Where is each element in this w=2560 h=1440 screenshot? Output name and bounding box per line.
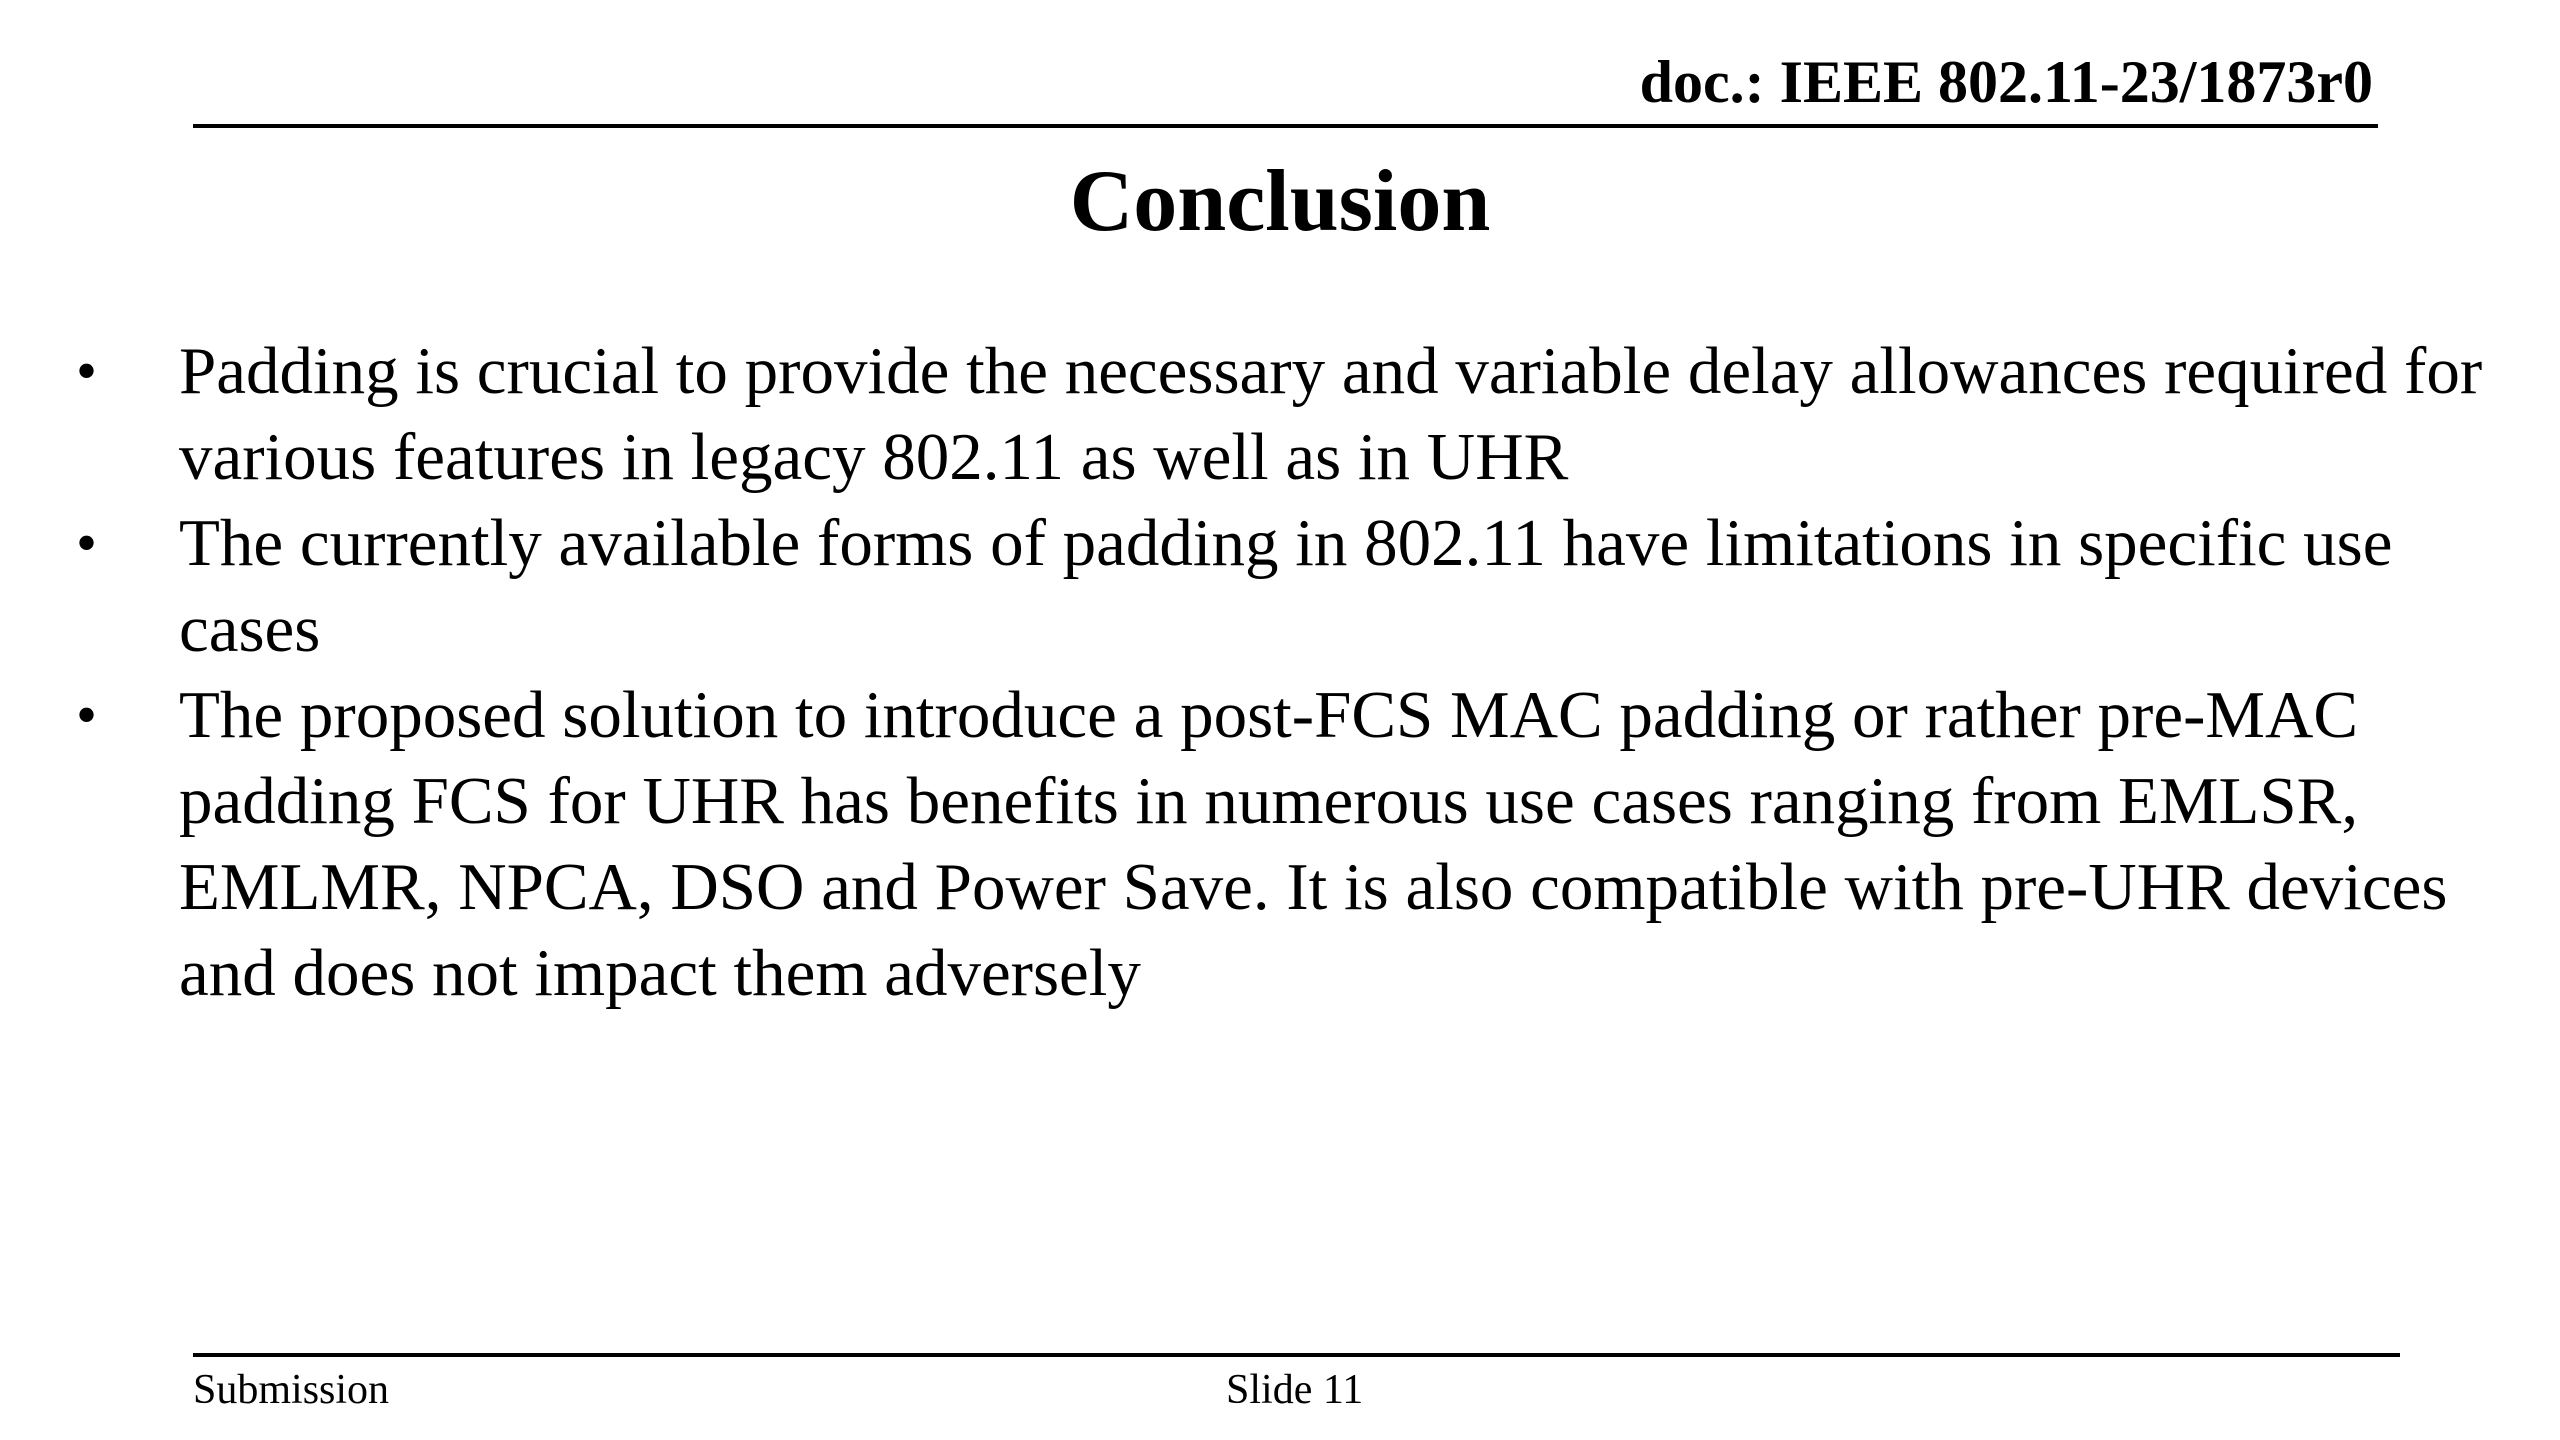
document-id: doc.: IEEE 802.11-23/1873r0	[1639, 49, 2373, 115]
footer-slide-number: Slide 11	[1226, 1367, 1364, 1413]
bullet-text: The currently available forms of padding in 802.11 have limitations in specific use cases	[179, 506, 2393, 666]
bullet-icon: •	[76, 510, 98, 576]
bullet-item	[70, 672, 2530, 1016]
bullet-icon: •	[76, 338, 98, 404]
bullet-item	[70, 328, 2530, 500]
bullet-text: Padding is crucial to provide the necessary and variable delay allowances required for various features in legacy 802.11 as well as in UHR	[179, 334, 2483, 494]
footer-divider	[193, 1353, 2400, 1357]
header-divider	[193, 124, 2378, 128]
bullet-list	[70, 328, 2530, 1016]
bullet-item	[70, 500, 2530, 672]
bullet-icon: •	[76, 682, 98, 748]
footer-submission: Submission	[193, 1367, 390, 1413]
slide-title: Conclusion	[1069, 153, 1491, 250]
bullet-text: The proposed solution to introduce a post-FCS MAC padding or rather pre-MAC padding FCS for UHR has benefits in numerous use cases ranging from EMLSR, EMLMR, NPCA, DSO and Power Save. It is also compatible with pre-UHR devices and does not impact them adversely	[179, 678, 2448, 1010]
